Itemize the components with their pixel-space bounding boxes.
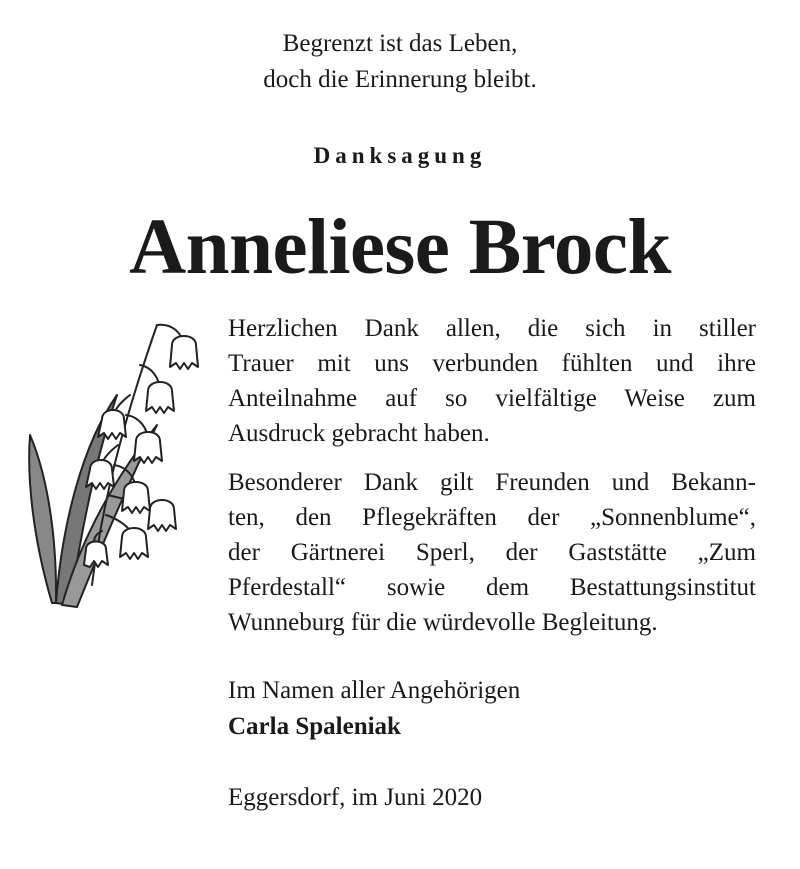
paragraph-thanks [228,311,756,451]
motto-line-2: doch die Erinnerung bleibt. [263,66,537,93]
closing [228,673,520,745]
signer-name: Carla Spaleniak [228,713,401,740]
paragraph-1-line: Herzlichen Dank allen, die sich in stiller [228,315,756,342]
paragraph-2-line: Pferdestall“ sowie dem Bestattungsinstitut [228,574,756,601]
motto [0,26,800,98]
place-date: Eggersdorf, im Juni 2020 [228,784,483,811]
paragraph-1-line: Trauer mit uns verbunden fühlten und ihre [228,350,756,377]
paragraph-2-line: Besonderer Dank gilt Freunden und Bekann- [228,469,756,496]
paragraph-2-line: ten, den Pflegekräften der „Sonnenblume“, [228,504,756,531]
paragraph-special-thanks [228,465,756,640]
motto-line-1: Begrenzt ist das Leben, [282,30,518,57]
heading-danksagung: Danksagung [313,143,487,168]
lily-of-the-valley-icon [22,305,212,615]
paragraph-1-line: Anteilnahme auf so vielfältige Weise zum [228,385,756,412]
paragraph-1-line: Ausdruck gebracht haben. [228,420,490,447]
body-text [228,311,756,654]
closing-line: Im Namen aller Angehörigen [228,677,521,704]
paragraph-2-line: Wunneburg für die würdevolle Begleitung. [228,609,658,636]
paragraph-2-line: der Gärtnerei Sperl, der Gaststätte „Zum [228,539,756,566]
deceased-name: Anneliese Brock [129,204,671,291]
